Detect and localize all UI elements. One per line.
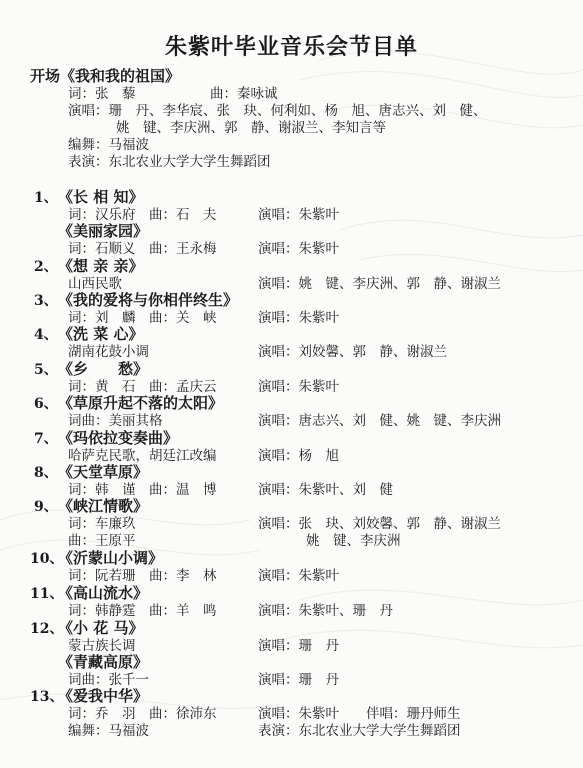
program-number: 10、 [30, 551, 64, 567]
opening-lyrics: 词：张 藜 [68, 86, 136, 102]
program-credit: 词：阮若珊 曲：李 林 [68, 568, 217, 584]
program-singer: 演唱：朱紫叶 [258, 379, 339, 395]
program-singer: 演唱：朱紫叶 [258, 568, 339, 584]
program-name: 《小 花 马》 [58, 619, 144, 637]
closing-performer: 表演：东北农业大学大学生舞蹈团 [258, 723, 461, 739]
opening-singers-line2: 姚 键、李庆洲、郭 静、谢淑兰、李知言等 [116, 120, 386, 136]
program-name: 《青藏高原》 [58, 653, 149, 671]
program-number: 13、 [30, 689, 64, 705]
program-credit: 蒙古族长调 [68, 638, 136, 654]
program-singer: 演唱：朱紫叶 [258, 241, 339, 257]
program-credit: 词：刘 麟 曲：关 峡 [68, 310, 217, 326]
program-name: 《乡 愁》 [58, 360, 149, 378]
program-credit: 湖南花鼓小调 [68, 344, 149, 360]
program-number: 6、 [34, 396, 58, 412]
program-credit: 词：韩 谨 曲：温 博 [68, 482, 217, 498]
program-number: 11、 [30, 586, 64, 602]
program-credit: 词曲：张千一 [68, 672, 149, 688]
program-singer: 演唱：珊 丹 [258, 638, 339, 654]
program-name: 《洗 菜 心》 [58, 325, 144, 343]
program-credit-line2: 曲：王原平 [68, 533, 136, 549]
opening-singers-line1: 演唱：珊 丹、李华宸、张 玦、何利如、杨 旭、唐志兴、刘 健、 [68, 103, 487, 119]
program-singer: 演唱：刘姣馨、郭 静、谢淑兰 [258, 344, 447, 360]
program-credit: 词：韩静霆 曲：羊 鸣 [68, 603, 217, 619]
program-name: 《天堂草原》 [58, 463, 149, 481]
program-name: 《美丽家园》 [58, 222, 149, 240]
program-number: 7、 [34, 431, 58, 447]
program-singer: 演唱：朱紫叶、刘 健 [258, 482, 393, 498]
program-credit: 词：乔 羽 曲：徐沛东 [68, 706, 217, 722]
program-name: 《长 相 知》 [58, 188, 144, 206]
program-credit: 词：车廉玖 [68, 516, 136, 532]
program-credit: 山西民歌 [68, 276, 122, 292]
program-number: 9、 [34, 499, 58, 515]
program-singer: 演唱：杨 旭 [258, 448, 339, 464]
program-number: 1、 [34, 190, 58, 206]
program-credit: 词：汉乐府 曲：石 夫 [68, 207, 217, 223]
program-name: 《高山流水》 [58, 584, 149, 602]
program-number: 8、 [34, 465, 58, 481]
program-name: 《草原升起不落的太阳》 [58, 394, 224, 412]
opening-performer: 表演：东北农业大学大学生舞蹈团 [68, 154, 271, 170]
program-credit: 词曲：美丽其格 [68, 413, 163, 429]
program-singer-line2: 姚 键、李庆洲 [306, 533, 401, 549]
opening-heading [30, 68, 180, 85]
program-name: 《想 亲 亲》 [58, 257, 144, 275]
program-name: 《我的爱将与你相伴终生》 [58, 291, 239, 309]
program-number: 12、 [30, 621, 64, 637]
program-name: 《沂蒙山小调》 [58, 549, 164, 567]
program-name: 《峡江情歌》 [58, 497, 149, 515]
program-singer: 演唱：唐志兴、刘 健、姚 键、李庆洲 [258, 413, 501, 429]
program-singer: 演唱：朱紫叶、珊 丹 [258, 603, 393, 619]
program-singer: 演唱：朱紫叶 伴唱：珊丹师生 [258, 706, 461, 722]
closing-choreography: 编舞：马福波 [68, 723, 149, 739]
program-number: 3、 [34, 293, 58, 309]
program-name: 《爱我中华》 [58, 687, 149, 705]
program-credit: 哈萨克民歌，胡廷江改编 [68, 448, 217, 464]
program-credit: 词：黄 石 曲：孟庆云 [68, 379, 217, 395]
program-name: 《玛依拉变奏曲》 [58, 429, 179, 447]
opening-music: 曲：秦咏诚 [210, 86, 278, 102]
program-credit: 词：石顺义 曲：王永梅 [68, 241, 217, 257]
program-singer: 演唱：朱紫叶 [258, 207, 339, 223]
page-title: 朱紫叶毕业音乐会节目单 [164, 34, 418, 60]
program-singer: 演唱：姚 键、李庆洲、郭 静、谢淑兰 [258, 276, 501, 292]
program-singer: 演唱：朱紫叶 [258, 310, 339, 326]
program-number: 5、 [34, 362, 58, 378]
opening-name: 《我和我的祖国》 [60, 67, 181, 85]
opening-choreography: 编舞：马福波 [68, 137, 149, 153]
program-singer: 演唱：珊 丹 [258, 672, 339, 688]
program-number: 4、 [34, 327, 58, 343]
program-singer: 演唱：张 玦、刘姣馨、郭 静、谢淑兰 [258, 516, 501, 532]
program-number: 2、 [34, 259, 58, 275]
opening-label: 开场 [30, 67, 61, 85]
